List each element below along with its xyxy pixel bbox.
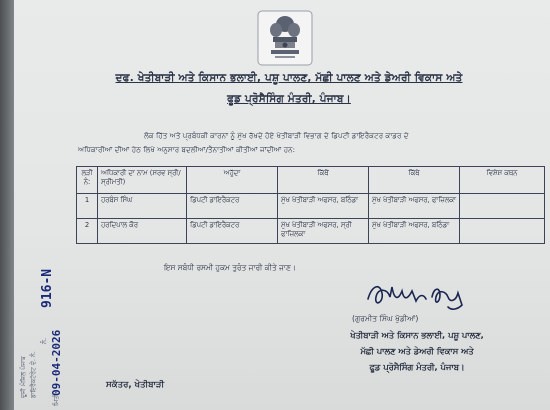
designation-line-3: ਫੂਡ ਪ੍ਰੋਸੈਸਿੰਗ ਮੰਤਰੀ, ਪੰਜਾਬ। <box>369 362 465 372</box>
col-header-to: ਕਿੱਥੇ <box>369 167 460 194</box>
addressee: ਸਕੱਤਰ, ਖੇਤੀਬਾੜੀ <box>106 380 165 390</box>
cell-from: ਮੁੱਖ ਖੇਤੀਬਾੜੀ ਅਫਸਰ, ਸ੍ਰੀ ਫਾਜ਼ਿਲਕਾ <box>278 219 369 244</box>
table-row <box>77 194 545 219</box>
handwritten-signature <box>362 277 472 313</box>
header-title-line-1: ਦਫ. ਖੇਤੀਬਾੜੀ ਅਤੇ ਕਿਸਾਨ ਭਲਾਈ, ਪਸ਼ੂ ਪਾਲਣ, ਮੱਛੀ ਪਾਲਣ ਅਤੇ ਡੇਅਰੀ ਵਿਕਾਸ ਅਤੇ <box>115 72 463 84</box>
intro-line-2: ਅਧਿਕਾਰੀਆਂ ਦੀਆਂ ਹੇਠ ਲਿਖੇ ਅਨੁਸਾਰ ਬਦਲੀਆਂ/ਤੈਨਾਤੀਆਂ ਕੀਤੀਆਂ ਜਾਂਦੀਆਂ ਹਨ: <box>78 145 296 154</box>
order-note: ਇਸ ਸਬੰਧੀ ਰਸਮੀ ਹੁਕਮ ਤੁਰੰਤ ਜਾਰੀ ਕੀਤੇ ਜਾਣ। <box>164 263 296 272</box>
cell-to: ਮੁੱਖ ਖੇਤੀਬਾੜੀ ਅਫਸਰ, ਬਠਿੰਡਾ <box>369 219 460 244</box>
col-header-post: ਅਹੁੱਦਾ <box>187 167 278 194</box>
cell-post: ਡਿਪਟੀ ਡਾਇਰੈਕਟਰ <box>187 219 278 244</box>
cell-sr: 2 <box>77 219 98 244</box>
cell-remarks <box>460 219 545 244</box>
cell-to: ਮੁੱਖ ਖੇਤੀਬਾੜੀ ਅਫਸਰ, ਫਾਜ਼ਿਲਕਾ <box>369 194 460 219</box>
table-header-row <box>77 167 545 194</box>
stamp-line-1: ਦੂਜੀ ਮੰਜ਼ਿਲ ਪੰਜਾਬ <box>20 356 27 398</box>
intro-line-1: ਲੋਕ ਹਿੱਤ ਅਤੇ ਪ੍ਰਬੰਧਕੀ ਕਾਰਨਾਂ ਨੂੰ ਮੁੱਖ ਰੱਖਦੇ ਹੋਏ ਖੇਤੀਬਾੜੀ ਵਿਭਾਗ ਦੇ ਡਿਪਟੀ ਡਾਇਰੈਕਟਰ ਕਾਡਰ ਦੇ <box>144 131 409 140</box>
cell-sr: 1 <box>77 194 98 219</box>
stamp-line-2: ਡਾਇਰੈਕਟੋਰੇਟ ਦੇ. ਨੰ. <box>30 351 37 398</box>
stamp-diary-label: ਨੰ. <box>40 337 48 344</box>
state-emblem-icon <box>257 10 313 66</box>
stamp-diary-number: 916-N <box>40 268 55 308</box>
col-header-name: ਅਧਿਕਾਰੀ ਦਾ ਨਾਮ (ਸਰਵ ਸ੍ਰੀ/ਸ੍ਰੀਮਤੀ) <box>98 167 187 194</box>
designation-line-2: ਮੱਛੀ ਪਾਲਣ ਅਤੇ ਡੇਅਰੀ ਵਿਕਾਸ ਅਤੇ <box>360 346 474 356</box>
cell-remarks <box>460 194 545 219</box>
col-header-remarks: ਵਿਸ਼ੇਸ਼ ਕਥਨ <box>460 167 545 194</box>
document-page <box>14 0 550 410</box>
stamp-date: 09-04-2026 <box>50 329 63 396</box>
header-title-line-2: ਫੂਡ ਪ੍ਰੋਸੈਸਿੰਗ ਮੰਤਰੀ, ਪੰਜਾਬ। <box>227 93 351 105</box>
transfer-table <box>76 166 545 244</box>
cell-name: ਹਰਬੰਸ ਸਿੰਘ <box>98 194 187 219</box>
cell-name: ਹਰਦਿਪਾਲ ਕੌਰ <box>98 219 187 244</box>
diary-stamp <box>14 246 70 404</box>
designation-line-1: ਖੇਤੀਬਾੜੀ ਅਤੇ ਕਿਸਾਨ ਭਲਾਈ, ਪਸ਼ੂ ਪਾਲਣ, <box>350 330 484 340</box>
cell-from: ਮੁੱਖ ਖੇਤੀਬਾੜੀ ਅਫਸਰ, ਬਠਿੰਡਾ <box>278 194 369 219</box>
table-row <box>77 219 545 244</box>
signer-name: (ਗੁਰਮੀਤ ਸਿੰਘ ਖੁੱਡੀਆਂ) <box>352 314 419 323</box>
stamp-date-label: ਮਿਤੀ <box>52 393 60 406</box>
col-header-sr: ਲੜੀ ਨੰ: <box>77 167 98 194</box>
col-header-from: ਕਿੱਥੋਂ <box>278 167 369 194</box>
cell-post: ਡਿਪਟੀ ਡਾਇਰੈਕਟਰ <box>187 194 278 219</box>
